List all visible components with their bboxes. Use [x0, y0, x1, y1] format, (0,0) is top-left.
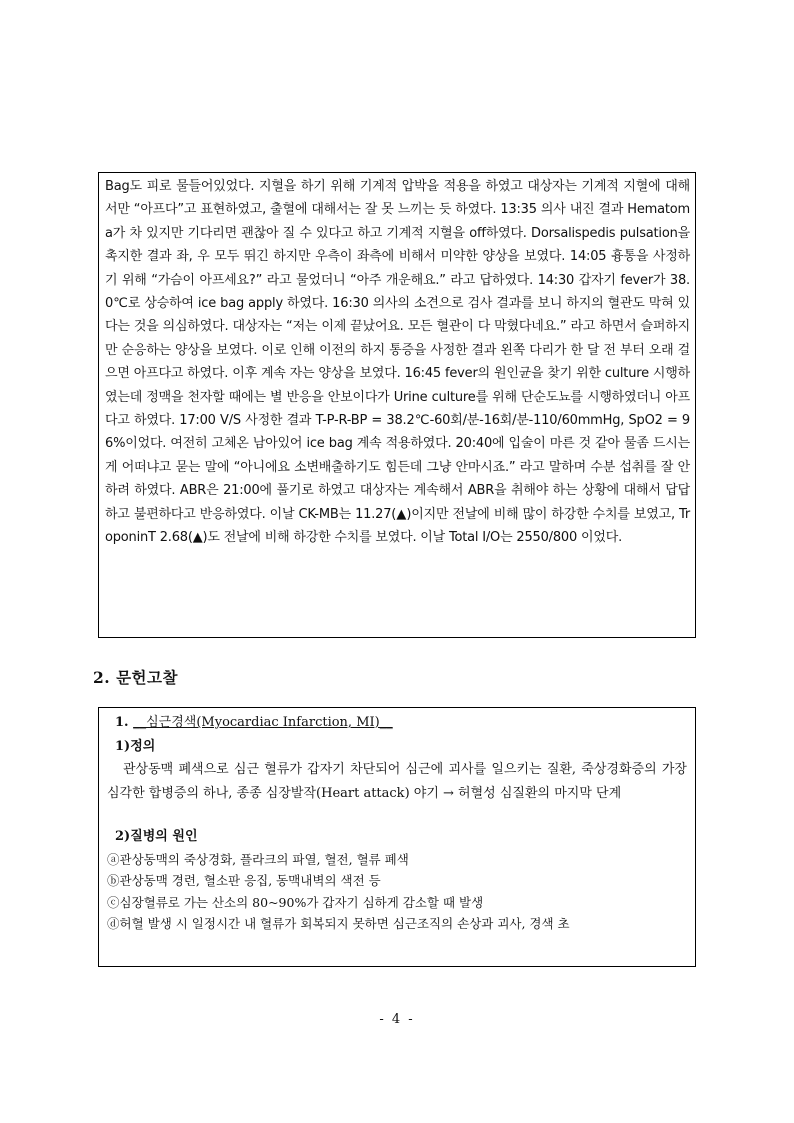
definition-text: 관상동맥 폐색으로 심근 혈류가 갑자기 차단되어 심근에 괴사를 일으키는 질환, 죽상경화증의 가장 심각한 합병증의 하나, 종종 심장발작(Heart attack) 야기 → 허혈성 심질환의 마지막 단계: [107, 762, 687, 801]
cause-item: ⓒ심장혈류로 가는 산소의 80~90%가 갑자기 심하게 감소할 때 발생: [107, 894, 484, 910]
topic-number: 1.: [115, 715, 129, 730]
cause-item: ⓐ관상동맥의 죽상경화, 플라크의 파열, 혈전, 혈류 폐색: [107, 851, 409, 867]
section-heading: 2. 문헌고찰: [93, 668, 178, 687]
definition-heading: 1)정의: [115, 738, 156, 754]
page-number: - 4 -: [379, 1012, 415, 1027]
spacer: [107, 805, 687, 825]
topic-title: [107, 711, 687, 735]
topic-title-text: __심근경색(Myocardiac Infarction, MI)__: [133, 715, 393, 730]
case-narrative-box: [98, 172, 696, 638]
causes-heading: 2)질병의 원인: [115, 829, 198, 844]
cause-item: ⓑ관상동맥 경련, 혈소판 응집, 동맥내벽의 색전 등: [107, 873, 381, 888]
cause-item: ⓓ허혈 발생 시 일정시간 내 혈류가 회복되지 못하면 심근조직의 손상과 괴사, 경색 초: [107, 916, 570, 931]
case-narrative-text: Bag도 피로 물들어있었다. 지혈을 하기 위해 기계적 압박을 적용을 하였고 대상자는 기계적 지혈에 대해서만 “아프다”고 표현하였고, 출혈에 대해서는 잘 못 느끼는 듯 하였다. 13:35 의사 내진 결과 Hematoma가 차 있지만 기다리면 괜찮아 질 수 있다고 하고 기계적 지혈을 off하였다. Dorsalispedis pulsation을 촉지한 결과 좌, 우 모두 뛰긴 하지만 우측이 좌측에 비해서 미약한 양상을 보였다. 14:05 흉통을 사정하기 위해 “가슴이 아프세요?” 라고 물었더니 “아주 개운해요.” 라고 답하였다. 14:30 갑자기 fever가 38.0℃로 상승하여 ice bag apply 하였다. 16:30 의사의 소견으로 검사 결과를 보니 하지의 혈관도 막혀 있다는 것을 의심하였다. 대상자는 “저는 이제 끝났어요. 모든 혈관이 다 막혔다네요.” 라고 하면서 슬퍼하지만 순응하는 양상을 보였다. 이로 인해 이전의 하지 통증을 사정한 결과 왼쪽 다리가 한 달 전 부터 오래 걸으면 아프다고 하였다. 이후 계속 자는 양상을 보였다. 16:45 fever의 원인균을 찾기 위한 culture 시행하였는데 정맥을 천자할 때에는 별 반응을 안보이다가 Urine culture를 위해 단순도뇨를 시행하였더니 아프다고 하였다. 17:00 V/S 사정한 결과 T-P-R-BP = 38.2℃-60회/분-16회/분-110/60mmHg, SpO2 = 96%이었다. 여전히 고체온 남아있어 ice bag 계속 적용하였다. 20:40에 입술이 마른 것 같아 물좀 드시는 게 어떠냐고 묻는 말에 “아니에요 소변배출하기도 힘든데 그냥 안마시죠.” 라고 말하며 수분 섭취를 잘 안하려 하였다. ABR은 21:00에 풀기로 하였고 대상자는 계속해서 ABR을 취해야 하는 상황에 대해서 답답하고 불편하다고 반응하였다. 이날 CK-MB는 11.27(▲)이지만 전날에 비해 많이 하강한 수치를 보였고, TroponinT 2.68(▲)도 전날에 비해 하강한 수치를 보였다. 이날 Total I/O는 2550/800 이었다.: [105, 179, 690, 546]
literature-review-box: [98, 707, 696, 967]
